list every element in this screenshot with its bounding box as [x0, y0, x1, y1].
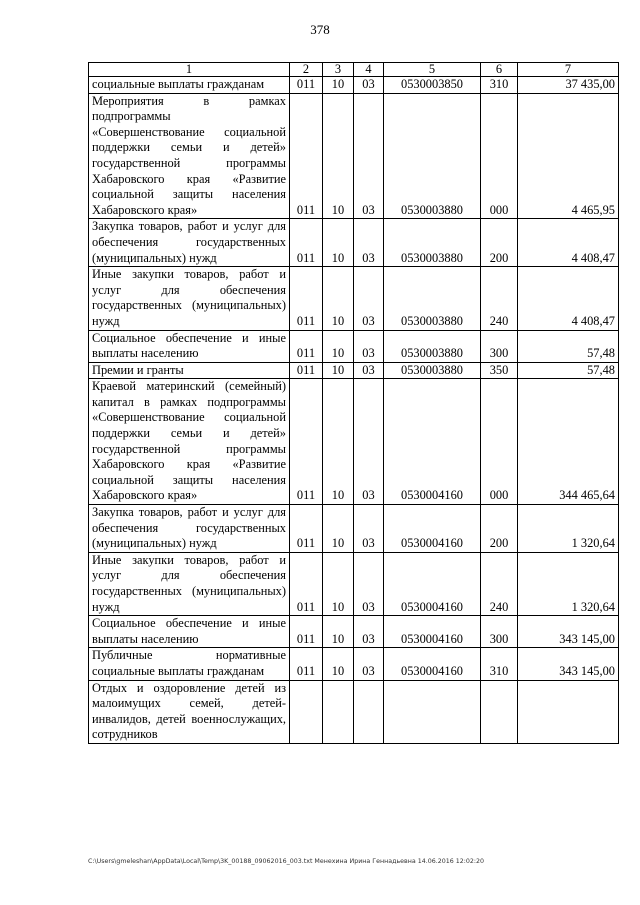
col-header-1: 1 [89, 63, 290, 77]
table-row [89, 505, 619, 553]
col-header-2: 2 [290, 63, 323, 77]
row-name: Закупка товаров, работ и услуг для обеспечения государственных (муниципальных) нужд [89, 505, 290, 553]
row-code-4: 03 [354, 330, 384, 362]
table-row [89, 362, 619, 379]
row-code-3: 10 [323, 379, 354, 505]
table-row [89, 267, 619, 330]
row-code-6: 350 [481, 362, 518, 379]
row-name: Социальное обеспечение и иные выплаты населению [89, 330, 290, 362]
row-code-2: 011 [290, 505, 323, 553]
row-name: социальные выплаты гражданам [89, 77, 290, 94]
table-row [89, 219, 619, 267]
row-name: Мероприятия в рамках подпрограммы «Совершенствование социальной поддержки семьи и детей» государственной программы Хабаровского края «Развитие социальной защиты населения Хабаровского края» [89, 93, 290, 219]
row-code-2: 011 [290, 330, 323, 362]
col-header-3: 3 [323, 63, 354, 77]
row-code-2: 011 [290, 362, 323, 379]
row-name: Отдых и оздоровление детей из малоимущих семей, детей-инвалидов, детей военнослужащих, сотрудников [89, 680, 290, 743]
row-name: Премии и гранты [89, 362, 290, 379]
row-code-3: 10 [323, 505, 354, 553]
row-code-5: 0530004160 [384, 379, 481, 505]
row-amount: 344 465,64 [518, 379, 619, 505]
row-code-3: 10 [323, 267, 354, 330]
row-code-3: 10 [323, 93, 354, 219]
col-header-7: 7 [518, 63, 619, 77]
row-code-6: 300 [481, 616, 518, 648]
row-code-4: 03 [354, 552, 384, 615]
row-code-6 [481, 680, 518, 743]
row-code-4: 03 [354, 219, 384, 267]
table-row [89, 93, 619, 219]
row-code-5: 0530003880 [384, 219, 481, 267]
row-code-3: 10 [323, 362, 354, 379]
row-code-2: 011 [290, 616, 323, 648]
row-code-5: 0530003880 [384, 267, 481, 330]
row-code-4 [354, 680, 384, 743]
row-code-2: 011 [290, 77, 323, 94]
row-code-3: 10 [323, 77, 354, 94]
row-code-5: 0530003850 [384, 77, 481, 94]
table-row [89, 680, 619, 743]
table-row [89, 616, 619, 648]
table-row [89, 77, 619, 94]
row-code-6: 000 [481, 379, 518, 505]
col-header-4: 4 [354, 63, 384, 77]
row-name: Иные закупки товаров, работ и услуг для обеспечения государственных (муниципальных) нужд [89, 267, 290, 330]
row-amount: 4 408,47 [518, 267, 619, 330]
row-code-6: 200 [481, 219, 518, 267]
row-code-5: 0530004160 [384, 552, 481, 615]
row-code-3: 10 [323, 616, 354, 648]
row-code-5: 0530003880 [384, 93, 481, 219]
row-code-5: 0530004160 [384, 616, 481, 648]
row-code-3: 10 [323, 648, 354, 680]
table-row [89, 379, 619, 505]
row-code-6: 000 [481, 93, 518, 219]
row-code-6: 310 [481, 648, 518, 680]
row-code-4: 03 [354, 648, 384, 680]
row-code-2: 011 [290, 219, 323, 267]
row-code-2: 011 [290, 379, 323, 505]
row-code-5: 0530004160 [384, 505, 481, 553]
row-code-3: 10 [323, 330, 354, 362]
row-code-5: 0530003880 [384, 362, 481, 379]
row-name: Закупка товаров, работ и услуг для обеспечения государственных (муниципальных) нужд [89, 219, 290, 267]
row-code-6: 200 [481, 505, 518, 553]
row-amount: 57,48 [518, 330, 619, 362]
table-row [89, 330, 619, 362]
row-code-3: 10 [323, 552, 354, 615]
row-code-5 [384, 680, 481, 743]
row-amount: 343 145,00 [518, 648, 619, 680]
row-amount: 1 320,64 [518, 505, 619, 553]
row-code-3 [323, 680, 354, 743]
row-code-4: 03 [354, 267, 384, 330]
row-name: Публичные нормативные социальные выплаты гражданам [89, 648, 290, 680]
row-code-4: 03 [354, 505, 384, 553]
row-code-4: 03 [354, 616, 384, 648]
row-code-2: 011 [290, 267, 323, 330]
col-header-6: 6 [481, 63, 518, 77]
row-name: Краевой материнский (семейный) капитал в рамках подпрограммы «Совершенствование социальной поддержки семьи и детей» государственной программы Хабаровского края «Развитие социальной защиты населения Хабаровского края» [89, 379, 290, 505]
budget-table [88, 62, 619, 744]
col-header-5: 5 [384, 63, 481, 77]
header-row [89, 63, 619, 77]
file-path-footer: C:\Users\gmeleshan\AppData\Local\Temp\3K_00188_09062016_003.txt Менехина Ирина Геннадьевна 14.06.2016 12:02:20 [88, 858, 485, 865]
row-code-2: 011 [290, 552, 323, 615]
row-name: Иные закупки товаров, работ и услуг для обеспечения государственных (муниципальных) нужд [89, 552, 290, 615]
row-amount: 4 408,47 [518, 219, 619, 267]
row-name: Социальное обеспечение и иные выплаты населению [89, 616, 290, 648]
row-code-3: 10 [323, 219, 354, 267]
row-code-4: 03 [354, 362, 384, 379]
row-code-6: 240 [481, 552, 518, 615]
row-code-4: 03 [354, 77, 384, 94]
row-amount: 57,48 [518, 362, 619, 379]
table-row [89, 552, 619, 615]
row-code-2: 011 [290, 648, 323, 680]
row-code-4: 03 [354, 93, 384, 219]
row-code-4: 03 [354, 379, 384, 505]
row-amount: 343 145,00 [518, 616, 619, 648]
row-amount [518, 680, 619, 743]
table-row [89, 648, 619, 680]
row-code-5: 0530004160 [384, 648, 481, 680]
row-amount: 4 465,95 [518, 93, 619, 219]
row-code-2 [290, 680, 323, 743]
row-code-2: 011 [290, 93, 323, 219]
row-code-5: 0530003880 [384, 330, 481, 362]
row-code-6: 310 [481, 77, 518, 94]
row-code-6: 300 [481, 330, 518, 362]
page-number: 378 [310, 22, 330, 37]
row-amount: 1 320,64 [518, 552, 619, 615]
row-amount: 37 435,00 [518, 77, 619, 94]
row-code-6: 240 [481, 267, 518, 330]
